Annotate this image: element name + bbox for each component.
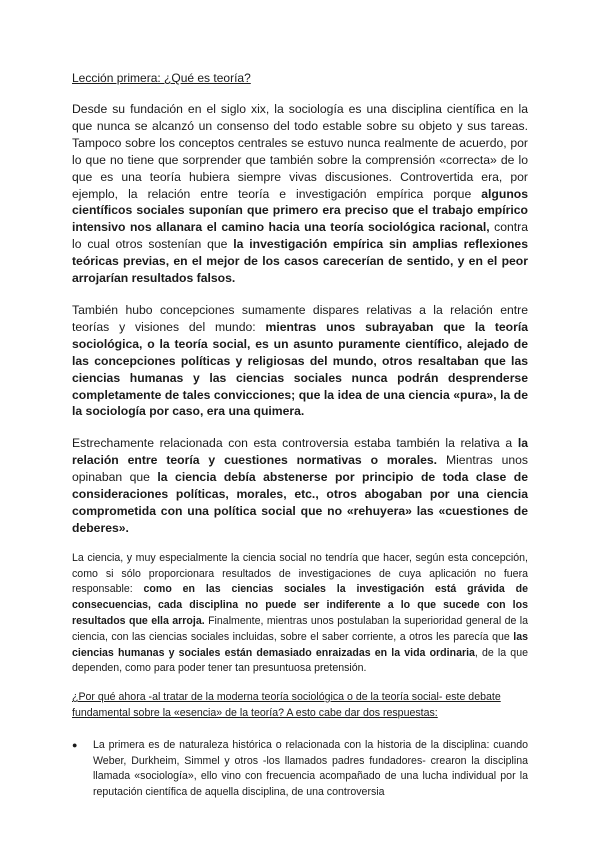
document-page <box>72 70 528 801</box>
paragraph-4-text-2: Finalmente, mientras unos postulaban la superioridad general de la ciencia, con las ciencias sociales incluidas, sobre el saber corriente, a otros les parecía que <box>72 614 529 643</box>
paragraph-3 <box>72 435 528 536</box>
paragraph-2 <box>72 302 528 420</box>
question-heading: ¿Por qué ahora -al tratar de la moderna teoría sociológica o de la teoría social- este debate fundamental sobre la «esencia» de la teoría? A esto cabe dar dos respuestas: <box>72 691 501 719</box>
lesson-title: Lección primera: ¿Qué es teoría? <box>72 71 251 85</box>
paragraph-1-bold-2: la investigación empírica sin amplias reflexiones teóricas previas, en el mejor de los casos carecerían de sentido, y en el peor arrojarían resultados falsos. <box>72 237 528 286</box>
paragraph-4-bold-2: las ciencias humanas y sociales están demasiado enraizadas en la vida ordinaria <box>72 630 528 659</box>
paragraph-4 <box>72 551 528 677</box>
paragraph-2-bold-1: mientras unos subrayaban que la teoría sociológica, o la teoría social, es un asunto puramente científico, alejado de las concepciones políticas y religiosas del mundo, otros resaltaban que las ciencias humanas y las ciencias sociales nunca podrán desprenderse completamente de tales convicciones; que la idea de una ciencia «pura», la de la sociología por caso, era una quimera. <box>72 319 529 419</box>
paragraph-1-text-1: Desde su fundación en el siglo xix, la sociología es una disciplina científica en la que nunca se alcanzó un consenso del todo estable sobre su objeto y sus tareas. Tampoco sobre los conceptos centrales se estuvo nunca realmente de acuerdo, por lo que no tiene que sorprender que también sobre la comprensión «correcta» de lo que es una teoría hubiera siempre vivas discusiones. Controvertida era, por ejemplo, la relación entre teoría e investigación empírica porque <box>72 102 528 201</box>
paragraph-3-text-2: Mientras unos opinaban que <box>72 453 528 485</box>
paragraph-2-text-1: También hubo concepciones sumamente dispares relativas a la relación entre teorías y visiones del mundo: <box>72 302 528 334</box>
paragraph-1 <box>72 101 528 287</box>
bullet-icon: ● <box>72 739 78 750</box>
paragraph-3-bold-2: la ciencia debía abstenerse por principio de toda clase de consideraciones políticas, morales, etc., otros abogaban por una ciencia comprometida con una política social que no «rehuyera» las «cuestiones de deberes». <box>72 470 529 535</box>
list-item-text: La primera es de naturaleza histórica o relacionada con la historia de la disciplina: cuando Weber, Durkheim, Simmel y otros -los llamados padres fundadores- crearon la disciplina llamada «sociología», ello vino con frecuencia acompañado de una lucha individual por la reputación científica de aquella disciplina, de una controversia <box>93 738 528 799</box>
paragraph-3-bold-1: la relación entre teoría y cuestiones normativas o morales. <box>72 436 528 468</box>
paragraph-1-text-2: contra lo cual otros sostenían que <box>72 220 528 252</box>
paragraph-1-bold-1: algunos científicos sociales suponían que primero era preciso que el trabajo empírico intensivo nos allanara el camino hacia una teoría sociológica racional, <box>72 186 528 235</box>
answer-list <box>72 738 528 801</box>
paragraph-4-text-1: La ciencia, y muy especialmente la ciencia social no tendría que hacer, según esta concepción, como si sólo proporcionara resultados de investigaciones de cuya aplicación no fuera responsable: <box>72 551 528 596</box>
paragraph-4-bold-1: como en las ciencias sociales la investigación está grávida de consecuencias, cada disciplina no puede ser indiferente a lo que sucede con los resultados que ella arroja. <box>72 583 528 627</box>
paragraph-3-text-1: Estrechamente relacionada con esta controversia estaba también la relativa a <box>72 436 518 451</box>
paragraph-4-text-3: , de la que dependen, como para poder tener tan presuntuosa pretensión. <box>72 646 528 675</box>
list-item <box>72 738 528 801</box>
